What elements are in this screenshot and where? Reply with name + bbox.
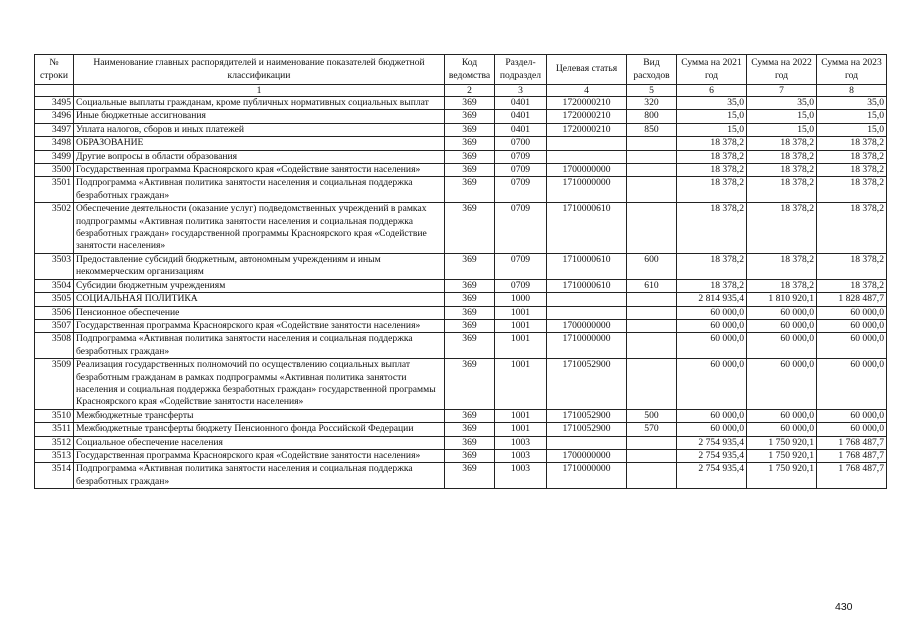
row-target: 1710000610	[547, 203, 627, 254]
row-number: 3498	[35, 137, 74, 150]
row-name: Пенсионное обеспечение	[74, 306, 445, 319]
row-kind	[627, 293, 677, 306]
row-sum-2022: 1 750 920,1	[747, 436, 817, 449]
row-section: 0709	[495, 150, 547, 163]
column-number	[35, 85, 74, 97]
row-sum-2022: 1 750 920,1	[747, 463, 817, 489]
row-dept-code: 369	[445, 319, 495, 332]
row-sum-2021: 18 378,2	[677, 150, 747, 163]
row-name: Государственная программа Красноярского края «Содействие занятости населения»	[74, 319, 445, 332]
row-target: 1720000210	[547, 110, 627, 123]
row-dept-code: 369	[445, 97, 495, 110]
row-dept-code: 369	[445, 110, 495, 123]
row-sum-2023: 18 378,2	[817, 150, 887, 163]
table-row	[35, 97, 887, 110]
row-section: 0709	[495, 177, 547, 203]
row-name: Субсидии бюджетным учреждениям	[74, 279, 445, 292]
row-kind: 570	[627, 423, 677, 436]
row-number: 3495	[35, 97, 74, 110]
header-dept-code: Код ведомства	[445, 55, 495, 85]
row-name: ОБРАЗОВАНИЕ	[74, 137, 445, 150]
row-kind	[627, 463, 677, 489]
row-sum-2021: 18 378,2	[677, 164, 747, 177]
row-target: 1700000000	[547, 449, 627, 462]
column-number: 4	[547, 85, 627, 97]
row-kind	[627, 359, 677, 410]
column-number: 8	[817, 85, 887, 97]
row-kind	[627, 164, 677, 177]
row-dept-code: 369	[445, 333, 495, 359]
row-target	[547, 293, 627, 306]
row-section: 1001	[495, 333, 547, 359]
column-number: 1	[74, 85, 445, 97]
header-target: Целевая статья	[547, 55, 627, 85]
table-row	[35, 319, 887, 332]
row-dept-code: 369	[445, 279, 495, 292]
row-sum-2022: 15,0	[747, 123, 817, 136]
row-sum-2021: 18 378,2	[677, 137, 747, 150]
row-dept-code: 369	[445, 253, 495, 279]
row-sum-2021: 60 000,0	[677, 423, 747, 436]
row-dept-code: 369	[445, 359, 495, 410]
row-sum-2023: 1 768 487,7	[817, 463, 887, 489]
budget-table	[34, 54, 887, 489]
row-name: Обеспечение деятельности (оказание услуг) подведомственных учреждений в рамках подпрограммы «Активная политика занятости населения и социальная поддержка безработных граждан» государственной программы Красноярского края «Содействие занятости населения»	[74, 203, 445, 254]
row-section: 1001	[495, 409, 547, 422]
row-section: 0401	[495, 110, 547, 123]
row-number: 3507	[35, 319, 74, 332]
row-section: 1001	[495, 319, 547, 332]
row-target: 1710052900	[547, 423, 627, 436]
row-section: 1003	[495, 463, 547, 489]
column-number: 3	[495, 85, 547, 97]
row-section: 1003	[495, 449, 547, 462]
row-sum-2022: 1 750 920,1	[747, 449, 817, 462]
row-sum-2022: 60 000,0	[747, 409, 817, 422]
row-name: Другие вопросы в области образования	[74, 150, 445, 163]
row-dept-code: 369	[445, 137, 495, 150]
row-name: Подпрограмма «Активная политика занятости населения и социальная поддержка безработных граждан»	[74, 463, 445, 489]
row-sum-2023: 60 000,0	[817, 423, 887, 436]
row-sum-2022: 60 000,0	[747, 359, 817, 410]
table-row	[35, 293, 887, 306]
row-name: СОЦИАЛЬНАЯ ПОЛИТИКА	[74, 293, 445, 306]
row-target: 1710000000	[547, 333, 627, 359]
row-sum-2021: 60 000,0	[677, 306, 747, 319]
row-sum-2022: 18 378,2	[747, 253, 817, 279]
row-sum-2023: 1 768 487,7	[817, 436, 887, 449]
table-row	[35, 333, 887, 359]
row-sum-2022: 18 378,2	[747, 177, 817, 203]
row-number: 3496	[35, 110, 74, 123]
row-target: 1710052900	[547, 409, 627, 422]
row-sum-2023: 15,0	[817, 110, 887, 123]
row-sum-2023: 60 000,0	[817, 333, 887, 359]
row-name: Межбюджетные трансферты	[74, 409, 445, 422]
row-target: 1710000000	[547, 463, 627, 489]
row-number: 3512	[35, 436, 74, 449]
row-name: Межбюджетные трансферты бюджету Пенсионного фонда Российской Федерации	[74, 423, 445, 436]
row-name: Государственная программа Красноярского края «Содействие занятости населения»	[74, 164, 445, 177]
row-sum-2022: 60 000,0	[747, 333, 817, 359]
row-sum-2023: 18 378,2	[817, 164, 887, 177]
row-target: 1700000000	[547, 164, 627, 177]
row-target: 1710000610	[547, 253, 627, 279]
row-sum-2022: 18 378,2	[747, 150, 817, 163]
row-kind: 320	[627, 97, 677, 110]
row-number: 3500	[35, 164, 74, 177]
row-dept-code: 369	[445, 306, 495, 319]
row-sum-2021: 18 378,2	[677, 203, 747, 254]
row-number: 3511	[35, 423, 74, 436]
column-number: 2	[445, 85, 495, 97]
row-dept-code: 369	[445, 463, 495, 489]
row-number: 3504	[35, 279, 74, 292]
table-row	[35, 306, 887, 319]
row-name: Иные бюджетные ассигнования	[74, 110, 445, 123]
row-section: 1001	[495, 359, 547, 410]
row-sum-2021: 60 000,0	[677, 409, 747, 422]
row-number: 3505	[35, 293, 74, 306]
row-kind: 600	[627, 253, 677, 279]
row-sum-2023: 18 378,2	[817, 253, 887, 279]
row-number: 3506	[35, 306, 74, 319]
row-sum-2022: 60 000,0	[747, 319, 817, 332]
page-number: 430	[835, 601, 853, 613]
table-row	[35, 203, 887, 254]
row-sum-2023: 60 000,0	[817, 319, 887, 332]
table-row	[35, 409, 887, 422]
row-sum-2022: 15,0	[747, 110, 817, 123]
row-target: 1700000000	[547, 319, 627, 332]
row-section: 1003	[495, 436, 547, 449]
row-sum-2023: 60 000,0	[817, 359, 887, 410]
row-dept-code: 369	[445, 150, 495, 163]
row-dept-code: 369	[445, 164, 495, 177]
header-section: Раздел-подраздел	[495, 55, 547, 85]
table-row	[35, 359, 887, 410]
table-row	[35, 423, 887, 436]
row-sum-2022: 60 000,0	[747, 423, 817, 436]
row-number: 3503	[35, 253, 74, 279]
column-number: 7	[747, 85, 817, 97]
row-sum-2021: 2 754 935,4	[677, 463, 747, 489]
row-dept-code: 369	[445, 203, 495, 254]
row-target: 1710000610	[547, 279, 627, 292]
table-row	[35, 463, 887, 489]
table-body	[35, 97, 887, 489]
row-sum-2023: 35,0	[817, 97, 887, 110]
column-number: 5	[627, 85, 677, 97]
row-name: Предоставление субсидий бюджетным, автономным учреждениям и иным некоммерческим организациям	[74, 253, 445, 279]
header-name: Наименование главных распорядителей и наименование показателей бюджетной классификации	[74, 55, 445, 85]
row-sum-2022: 1 810 920,1	[747, 293, 817, 306]
column-number: 6	[677, 85, 747, 97]
table-row	[35, 137, 887, 150]
table-header	[35, 55, 887, 97]
column-number-row	[35, 85, 887, 97]
row-sum-2022: 18 378,2	[747, 164, 817, 177]
header-sum-2022: Сумма на 2022 год	[747, 55, 817, 85]
row-name: Социальное обеспечение населения	[74, 436, 445, 449]
row-sum-2021: 18 378,2	[677, 253, 747, 279]
row-sum-2023: 18 378,2	[817, 203, 887, 254]
row-name: Подпрограмма «Активная политика занятости населения и социальная поддержка безработных граждан»	[74, 177, 445, 203]
row-sum-2023: 60 000,0	[817, 306, 887, 319]
row-kind: 800	[627, 110, 677, 123]
row-dept-code: 369	[445, 449, 495, 462]
row-sum-2021: 15,0	[677, 110, 747, 123]
row-sum-2023: 18 378,2	[817, 137, 887, 150]
row-sum-2021: 18 378,2	[677, 279, 747, 292]
row-sum-2021: 2 754 935,4	[677, 449, 747, 462]
row-number: 3509	[35, 359, 74, 410]
row-section: 0709	[495, 203, 547, 254]
row-target: 1710052900	[547, 359, 627, 410]
row-dept-code: 369	[445, 293, 495, 306]
row-target	[547, 137, 627, 150]
row-section: 1000	[495, 293, 547, 306]
row-name: Государственная программа Красноярского края «Содействие занятости населения»	[74, 449, 445, 462]
row-sum-2023: 18 378,2	[817, 177, 887, 203]
row-section: 0401	[495, 97, 547, 110]
row-sum-2021: 60 000,0	[677, 319, 747, 332]
row-kind: 500	[627, 409, 677, 422]
row-kind	[627, 203, 677, 254]
row-kind	[627, 306, 677, 319]
table-row	[35, 279, 887, 292]
row-section: 1001	[495, 423, 547, 436]
row-dept-code: 369	[445, 423, 495, 436]
row-kind: 850	[627, 123, 677, 136]
header-row	[35, 55, 887, 85]
row-target	[547, 436, 627, 449]
row-sum-2021: 2 814 935,4	[677, 293, 747, 306]
table-row	[35, 177, 887, 203]
row-dept-code: 369	[445, 409, 495, 422]
row-dept-code: 369	[445, 436, 495, 449]
row-name: Подпрограмма «Активная политика занятости населения и социальная поддержка безработных граждан»	[74, 333, 445, 359]
row-section: 0709	[495, 279, 547, 292]
row-sum-2021: 60 000,0	[677, 333, 747, 359]
row-sum-2021: 15,0	[677, 123, 747, 136]
row-sum-2021: 18 378,2	[677, 177, 747, 203]
row-target	[547, 306, 627, 319]
row-kind	[627, 150, 677, 163]
row-sum-2022: 35,0	[747, 97, 817, 110]
row-sum-2023: 1 768 487,7	[817, 449, 887, 462]
row-target: 1710000000	[547, 177, 627, 203]
row-sum-2022: 18 378,2	[747, 203, 817, 254]
row-kind	[627, 436, 677, 449]
row-number: 3501	[35, 177, 74, 203]
row-number: 3502	[35, 203, 74, 254]
row-dept-code: 369	[445, 177, 495, 203]
row-sum-2023: 1 828 487,7	[817, 293, 887, 306]
header-sum-2021: Сумма на 2021 год	[677, 55, 747, 85]
header-kind: Вид расходов	[627, 55, 677, 85]
row-kind: 610	[627, 279, 677, 292]
table-row	[35, 253, 887, 279]
row-number: 3510	[35, 409, 74, 422]
table-row	[35, 164, 887, 177]
row-kind	[627, 449, 677, 462]
row-sum-2022: 18 378,2	[747, 137, 817, 150]
table-row	[35, 150, 887, 163]
row-number: 3499	[35, 150, 74, 163]
row-kind	[627, 333, 677, 359]
row-section: 1001	[495, 306, 547, 319]
row-kind	[627, 177, 677, 203]
row-kind	[627, 319, 677, 332]
row-section: 0700	[495, 137, 547, 150]
row-name: Реализация государственных полномочий по осуществлению социальных выплат безработным гражданам в рамках подпрограммы «Активная политика занятости населения и социальная поддержка безработных граждан» государственной программы Красноярского края «Содействие занятости населения»	[74, 359, 445, 410]
row-sum-2021: 2 754 935,4	[677, 436, 747, 449]
row-name: Уплата налогов, сборов и иных платежей	[74, 123, 445, 136]
table-row	[35, 110, 887, 123]
row-section: 0709	[495, 253, 547, 279]
row-sum-2021: 35,0	[677, 97, 747, 110]
row-target	[547, 150, 627, 163]
row-target: 1720000210	[547, 97, 627, 110]
header-row-number: № строки	[35, 55, 74, 85]
row-section: 0401	[495, 123, 547, 136]
row-sum-2022: 18 378,2	[747, 279, 817, 292]
row-kind	[627, 137, 677, 150]
row-sum-2022: 60 000,0	[747, 306, 817, 319]
row-number: 3508	[35, 333, 74, 359]
table-row	[35, 436, 887, 449]
row-target: 1720000210	[547, 123, 627, 136]
row-sum-2023: 15,0	[817, 123, 887, 136]
row-dept-code: 369	[445, 123, 495, 136]
header-sum-2023: Сумма на 2023 год	[817, 55, 887, 85]
row-sum-2023: 60 000,0	[817, 409, 887, 422]
table-row	[35, 123, 887, 136]
row-number: 3514	[35, 463, 74, 489]
row-number: 3513	[35, 449, 74, 462]
row-number: 3497	[35, 123, 74, 136]
table-row	[35, 449, 887, 462]
row-sum-2023: 18 378,2	[817, 279, 887, 292]
row-section: 0709	[495, 164, 547, 177]
row-name: Социальные выплаты гражданам, кроме публичных нормативных социальных выплат	[74, 97, 445, 110]
row-sum-2021: 60 000,0	[677, 359, 747, 410]
